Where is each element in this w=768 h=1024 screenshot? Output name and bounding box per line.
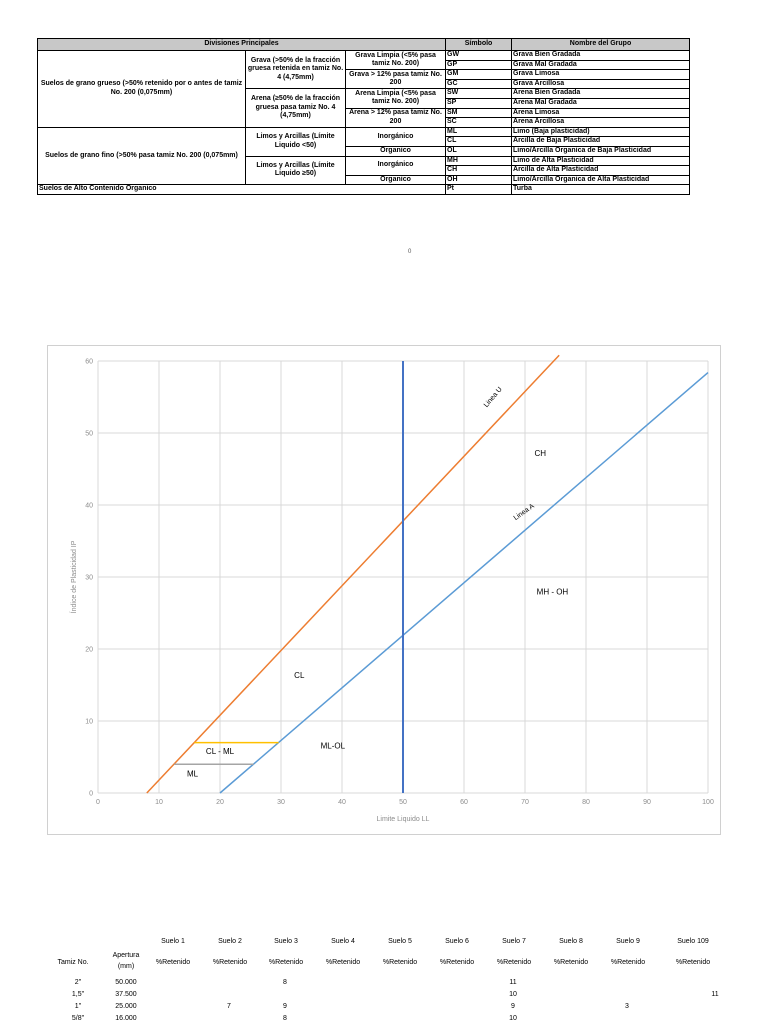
sieve-opening: 37.500 <box>115 991 137 998</box>
group-symbol: OH <box>446 175 512 185</box>
header-symbol: Símbolo <box>446 39 512 51</box>
sieve-size: 1" <box>74 1003 82 1010</box>
group-symbol: OL <box>446 146 512 156</box>
gravel-fines-label: Grava > 12% pasa tamiz No. 200 <box>346 70 446 89</box>
group-symbol: GP <box>446 60 512 70</box>
plasticity-chart-svg <box>48 346 720 834</box>
group-symbol: Pt <box>446 185 512 195</box>
retained-value: 8 <box>283 1015 287 1022</box>
retained-value: 9 <box>283 1003 287 1010</box>
sample-header: Suelo 3 <box>274 938 298 945</box>
x-tick-label: 0 <box>96 799 100 806</box>
retained-subheader: %Retenido <box>496 959 532 966</box>
organic-high-label: Organico <box>346 175 446 185</box>
y-tick-label: 20 <box>85 646 93 654</box>
table-row <box>38 185 690 195</box>
sieve-table <box>0 935 768 1024</box>
retained-subheader: %Retenido <box>268 959 304 966</box>
retained-value: 8 <box>283 979 287 986</box>
table-row <box>38 51 690 61</box>
stray-mark: 0 <box>408 249 412 255</box>
table-header-row <box>38 39 690 51</box>
sieve-opening: 50.000 <box>115 979 137 986</box>
sand-fines-label: Arena > 12% pasa tamiz No. 200 <box>346 108 446 127</box>
group-name: Arcilla de Baja Plasticidad <box>512 137 690 147</box>
x-tick-label: 30 <box>277 799 285 806</box>
plasticity-chart <box>47 345 721 835</box>
x-tick-label: 10 <box>155 799 163 806</box>
group-symbol: SW <box>446 89 512 99</box>
sample-header: Suelo 109 <box>677 938 709 945</box>
retained-value: 9 <box>511 1003 515 1010</box>
sieve-size: 2" <box>74 979 82 986</box>
group-symbol: GM <box>446 70 512 80</box>
x-axis-label: Limite Liquido LL <box>376 816 430 823</box>
group-name: Limo de Alta Plasticidad <box>512 156 690 166</box>
y-tick-label: 10 <box>85 718 93 726</box>
x-tick-label: 50 <box>399 799 407 806</box>
group-symbol: SP <box>446 98 512 108</box>
group-name: Limo/Arcilla Organica de Baja Plasticidad <box>512 146 690 156</box>
header-group-name: Nombre del Grupo <box>512 39 690 51</box>
group-symbol: GW <box>446 51 512 61</box>
y-tick-label: 50 <box>85 430 93 438</box>
group-name: Grava Limosa <box>512 70 690 80</box>
retained-subheader: %Retenido <box>610 959 646 966</box>
y-tick-label: 30 <box>85 574 93 582</box>
x-tick-label: 20 <box>216 799 224 806</box>
y-tick-label: 60 <box>85 358 93 366</box>
retained-subheader: %Retenido <box>439 959 475 966</box>
fine-high-ll-label: Limos y Arcillas (Límite Liquido ≥50) <box>246 156 346 185</box>
line-label: Linea U <box>482 385 504 409</box>
zone-label: CL <box>294 670 305 680</box>
y-tick-label: 0 <box>89 790 93 798</box>
retained-subheader: %Retenido <box>675 959 711 966</box>
retained-subheader: %Retenido <box>325 959 361 966</box>
sieve-opening: 25.000 <box>115 1003 137 1010</box>
retained-value: 3 <box>625 1003 629 1010</box>
x-tick-label: 100 <box>702 799 714 806</box>
clean-sand-label: Arena Limpia (<5% pasa tamiz No. 200) <box>346 89 446 108</box>
coarse-grained-label: Suelos de grano grueso (>50% retenido por o antes de tamiz No. 200 (0,075mm) <box>38 51 246 128</box>
group-symbol: CH <box>446 166 512 176</box>
organic-low-label: Organico <box>346 146 446 156</box>
group-name: Grava Bien Gradada <box>512 51 690 61</box>
group-name: Turba <box>512 185 690 195</box>
group-name: Grava Arcillosa <box>512 79 690 89</box>
group-symbol: SC <box>446 118 512 128</box>
x-tick-label: 70 <box>521 799 529 806</box>
clean-gravel-label: Grava Limpia (<5% pasa tamiz No. 200) <box>346 51 446 70</box>
group-symbol: ML <box>446 127 512 137</box>
x-tick-label: 90 <box>643 799 651 806</box>
retained-value: 10 <box>509 991 517 998</box>
group-name: Arena Limosa <box>512 108 690 118</box>
zone-label: ML-OL <box>320 741 346 751</box>
x-tick-label: 40 <box>338 799 346 806</box>
linea-u-series <box>147 355 559 793</box>
organic-soils-label: Suelos de Alto Contenido Organico <box>38 185 446 195</box>
sample-header: Suelo 9 <box>616 938 640 945</box>
sand-label: Arena (≥50% de la fracción gruesa pasa tamiz No. 4 (4,75mm) <box>246 89 346 127</box>
retained-value: 10 <box>509 1015 517 1022</box>
soil-classification-table <box>37 38 690 195</box>
group-symbol: SM <box>446 108 512 118</box>
x-tick-label: 80 <box>582 799 590 806</box>
sieve-header-tamiz: Tamiz No. <box>57 959 89 966</box>
fine-low-ll-label: Limos y Arcillas (Límite Liquido <50) <box>246 127 346 156</box>
table-row <box>38 127 690 137</box>
sieve-header-apertura: Apertura (mm) <box>112 952 140 970</box>
sample-header: Suelo 7 <box>502 938 526 945</box>
group-symbol: GC <box>446 79 512 89</box>
retained-subheader: %Retenido <box>382 959 418 966</box>
fine-grained-label: Suelos de grano fino (>50% pasa tamiz No. 200 (0,075mm) <box>38 127 246 185</box>
zone-label: CL - ML <box>205 747 235 757</box>
sieve-opening: 16.000 <box>115 1015 137 1022</box>
group-name: Limo/Arcilla Organica de Alta Plasticidad <box>512 175 690 185</box>
sample-header: Suelo 5 <box>388 938 412 945</box>
group-name: Arena Bien Gradada <box>512 89 690 99</box>
group-name: Arena Arcillosa <box>512 118 690 128</box>
retained-value: 7 <box>227 1003 231 1010</box>
retained-subheader: %Retenido <box>155 959 191 966</box>
inorganic-low-label: Inorgánico <box>346 127 446 146</box>
group-name: Grava Mal Gradada <box>512 60 690 70</box>
gravel-label: Grava (>50% de la fracción gruesa retenida en tamiz No. 4 (4,75mm) <box>246 51 346 89</box>
header-main-divisions: Divisiones Principales <box>38 39 446 51</box>
sample-header: Suelo 8 <box>559 938 583 945</box>
group-name: Limo (Baja plasticidad) <box>512 127 690 137</box>
y-axis-label: Índice de Plasticidad IP <box>71 540 78 614</box>
sieve-size: 1,5" <box>71 991 85 998</box>
sample-header: Suelo 6 <box>445 938 469 945</box>
sieve-size: 5/8" <box>71 1015 85 1022</box>
sample-header: Suelo 2 <box>218 938 242 945</box>
group-name: Arena Mal Gradada <box>512 98 690 108</box>
y-tick-label: 40 <box>85 502 93 510</box>
x-tick-label: 60 <box>460 799 468 806</box>
sample-header: Suelo 4 <box>331 938 355 945</box>
retained-subheader: %Retenido <box>553 959 589 966</box>
group-symbol: MH <box>446 156 512 166</box>
retained-value: 11 <box>509 979 517 986</box>
zone-label: ML <box>186 769 199 779</box>
zone-label: CH <box>534 449 547 459</box>
group-name: Arcilla de Alta Plasticidad <box>512 166 690 176</box>
sample-header: Suelo 1 <box>161 938 185 945</box>
inorganic-high-label: Inorgánico <box>346 156 446 175</box>
line-label: Linea A <box>512 502 536 522</box>
zone-label: MH - OH <box>536 587 569 597</box>
retained-subheader: %Retenido <box>212 959 248 966</box>
group-symbol: CL <box>446 137 512 147</box>
retained-value: 11 <box>711 991 719 998</box>
